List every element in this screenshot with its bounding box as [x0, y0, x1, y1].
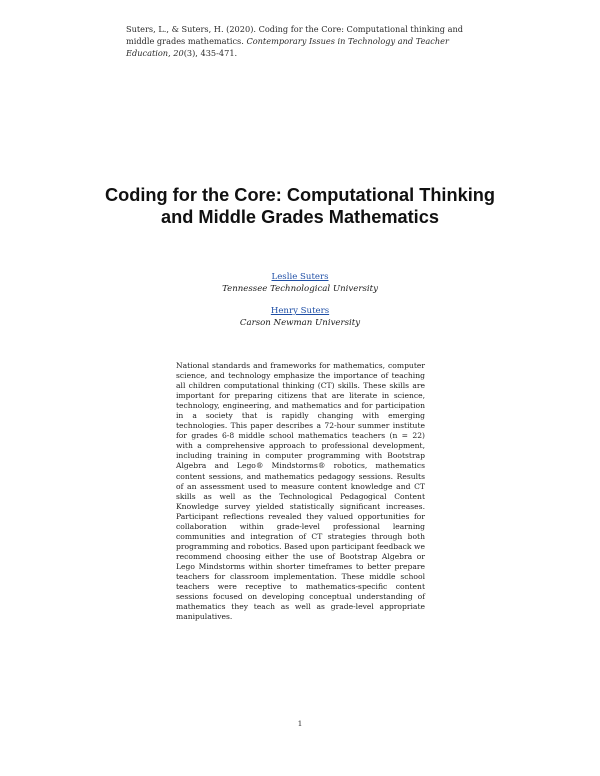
citation — [126, 23, 476, 60]
author-block-2 — [150, 305, 450, 329]
paper-title: Coding for the Core: Computational Thinking and Middle Grades Mathematics — [105, 185, 495, 227]
author-affiliation-2: Carson Newman University — [239, 318, 361, 328]
page-number: 1 — [297, 719, 303, 728]
author-block-1 — [150, 271, 450, 295]
citation-pages: (3), 435-471. — [183, 48, 238, 59]
author-link-henry-suters[interactable]: Henry Suters — [270, 306, 330, 316]
author-link-leslie-suters[interactable]: Leslie Suters — [271, 272, 329, 282]
abstract: National standards and frameworks for mathematics, computer science, and technology emphasize the importance of teaching all children computational thinking (CT) skills. These skills are important for preparing citizens that are literate in science, technology, engineering, and mathematics and for participation in a society that is rapidly changing with emerging technologies. This paper describes a 72-hour summer institute for grades 6-8 middle school mathematics teachers (n = 22) with a comprehensive approach to professional development, including training in computer programming with Bootstrap Algebra and Lego® Mindstorms® robotics, mathematics content sessions, and mathematics pedagogy sessions. Results of an assessment used to measure content knowledge and CT skills as well as the Technological Pedagogical Content Knowledge survey yielded statistically significant increases. Participant reflections revealed they valued opportunities for collaboration within grade-level professional learning communities and integration of CT strategies through both programming and robotics. Based upon participant feedback we recommend choosing either the use of Bootstrap Algebra or Lego Mindstorms within shorter timeframes to better prepare teachers for classroom implementation. These middle school teachers were receptive to mathematics-specific content sessions focused on developing conceptual understanding of mathematics they teach as well as grade-level appropriate manipulatives. — [176, 361, 425, 622]
citation-journal: Contemporary Issues in Technology and Teacher Education, 20 — [126, 36, 449, 59]
citation-authors-text: Suters, L., & Suters, H. (2020). Coding for the Core: Computational thinking and middle grades mathematics. — [126, 24, 463, 47]
author-affiliation-1: Tennessee Technological University — [222, 284, 378, 294]
